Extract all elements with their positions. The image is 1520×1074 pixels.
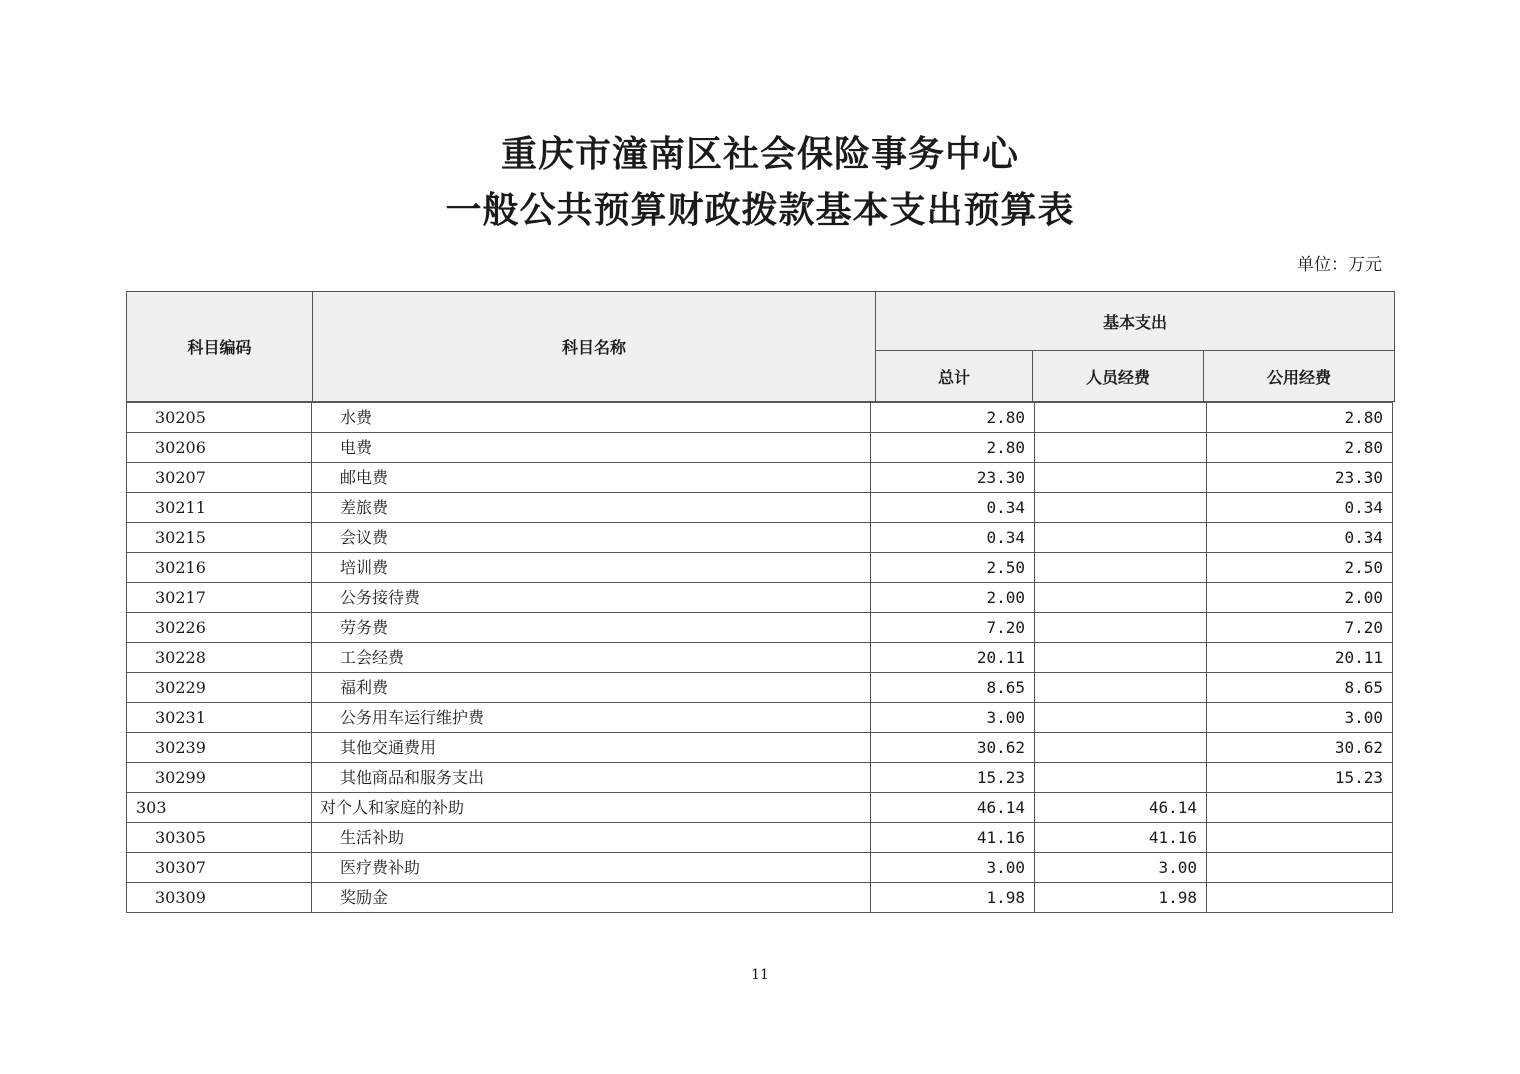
cell-public: 23.30 xyxy=(1207,463,1393,493)
cell-public: 30.62 xyxy=(1207,733,1393,763)
cell-code: 30239 xyxy=(127,733,312,763)
cell-name: 工会经费 xyxy=(312,643,871,673)
cell-public: 15.23 xyxy=(1207,763,1393,793)
cell-public: 2.00 xyxy=(1207,583,1393,613)
cell-code: 303 xyxy=(127,793,312,823)
header-personnel: 人员经费 xyxy=(1033,351,1204,402)
cell-name: 公务接待费 xyxy=(312,583,871,613)
cell-personnel: 46.14 xyxy=(1035,793,1207,823)
cell-total: 1.98 xyxy=(871,883,1035,913)
cell-code: 30228 xyxy=(127,643,312,673)
cell-personnel: 41.16 xyxy=(1035,823,1207,853)
page-title: 重庆市潼南区社会保险事务中心 xyxy=(500,133,1019,175)
header-basic-expenditure: 基本支出 xyxy=(876,292,1395,351)
cell-name: 奖励金 xyxy=(312,883,871,913)
header-public: 公用经费 xyxy=(1204,351,1395,402)
budget-table xyxy=(126,402,1393,913)
table-row xyxy=(127,613,1393,643)
cell-public: 8.65 xyxy=(1207,673,1393,703)
table-row xyxy=(127,553,1393,583)
cell-personnel: 1.98 xyxy=(1035,883,1207,913)
table-row xyxy=(127,703,1393,733)
cell-personnel xyxy=(1035,763,1207,793)
cell-name: 医疗费补助 xyxy=(312,853,871,883)
cell-public: 2.50 xyxy=(1207,553,1393,583)
cell-personnel xyxy=(1035,553,1207,583)
table-row xyxy=(127,523,1393,553)
cell-total: 46.14 xyxy=(871,793,1035,823)
cell-total: 7.20 xyxy=(871,613,1035,643)
cell-public: 0.34 xyxy=(1207,523,1393,553)
cell-name: 电费 xyxy=(312,433,871,463)
cell-personnel xyxy=(1035,583,1207,613)
cell-public xyxy=(1207,853,1393,883)
header-code: 科目编码 xyxy=(127,292,313,402)
cell-public: 7.20 xyxy=(1207,613,1393,643)
cell-name: 其他商品和服务支出 xyxy=(312,763,871,793)
header-name: 科目名称 xyxy=(313,292,876,402)
cell-personnel xyxy=(1035,433,1207,463)
cell-name: 差旅费 xyxy=(312,493,871,523)
cell-total: 2.00 xyxy=(871,583,1035,613)
cell-name: 福利费 xyxy=(312,673,871,703)
cell-total: 2.80 xyxy=(871,403,1035,433)
cell-total: 3.00 xyxy=(871,703,1035,733)
cell-code: 30215 xyxy=(127,523,312,553)
cell-code: 30229 xyxy=(127,673,312,703)
table-row xyxy=(127,463,1393,493)
cell-personnel xyxy=(1035,673,1207,703)
table-row xyxy=(127,433,1393,463)
cell-name: 会议费 xyxy=(312,523,871,553)
cell-public xyxy=(1207,793,1393,823)
cell-public xyxy=(1207,883,1393,913)
table-row xyxy=(127,403,1393,433)
cell-total: 30.62 xyxy=(871,733,1035,763)
cell-personnel xyxy=(1035,613,1207,643)
cell-total: 8.65 xyxy=(871,673,1035,703)
cell-personnel xyxy=(1035,523,1207,553)
header-total: 总计 xyxy=(876,351,1033,402)
cell-total: 0.34 xyxy=(871,523,1035,553)
cell-code: 30211 xyxy=(127,493,312,523)
cell-personnel xyxy=(1035,463,1207,493)
cell-name: 对个人和家庭的补助 xyxy=(312,793,871,823)
cell-name: 水费 xyxy=(312,403,871,433)
table-row xyxy=(127,583,1393,613)
cell-public: 20.11 xyxy=(1207,643,1393,673)
table-row xyxy=(127,493,1393,523)
cell-personnel xyxy=(1035,403,1207,433)
cell-code: 30205 xyxy=(127,403,312,433)
table-row xyxy=(127,673,1393,703)
cell-name: 劳务费 xyxy=(312,613,871,643)
cell-code: 30216 xyxy=(127,553,312,583)
cell-public: 3.00 xyxy=(1207,703,1393,733)
table-header xyxy=(126,291,1395,402)
table-row xyxy=(127,883,1393,913)
table-row xyxy=(127,643,1393,673)
cell-code: 30309 xyxy=(127,883,312,913)
cell-total: 23.30 xyxy=(871,463,1035,493)
cell-personnel xyxy=(1035,733,1207,763)
page-subtitle: 一般公共预算财政拨款基本支出预算表 xyxy=(445,189,1075,231)
cell-total: 2.80 xyxy=(871,433,1035,463)
cell-code: 30217 xyxy=(127,583,312,613)
cell-code: 30231 xyxy=(127,703,312,733)
cell-public: 2.80 xyxy=(1207,403,1393,433)
cell-name: 培训费 xyxy=(312,553,871,583)
cell-personnel xyxy=(1035,643,1207,673)
cell-code: 30307 xyxy=(127,853,312,883)
cell-name: 其他交通费用 xyxy=(312,733,871,763)
cell-code: 30207 xyxy=(127,463,312,493)
cell-name: 生活补助 xyxy=(312,823,871,853)
cell-total: 2.50 xyxy=(871,553,1035,583)
cell-public: 0.34 xyxy=(1207,493,1393,523)
cell-personnel xyxy=(1035,493,1207,523)
cell-code: 30305 xyxy=(127,823,312,853)
cell-public: 2.80 xyxy=(1207,433,1393,463)
table-row xyxy=(127,733,1393,763)
table-row xyxy=(127,823,1393,853)
cell-code: 30299 xyxy=(127,763,312,793)
table-row xyxy=(127,853,1393,883)
cell-code: 30206 xyxy=(127,433,312,463)
cell-total: 41.16 xyxy=(871,823,1035,853)
cell-public xyxy=(1207,823,1393,853)
cell-total: 3.00 xyxy=(871,853,1035,883)
cell-total: 20.11 xyxy=(871,643,1035,673)
page-number: 11 xyxy=(751,967,769,983)
cell-personnel: 3.00 xyxy=(1035,853,1207,883)
cell-total: 15.23 xyxy=(871,763,1035,793)
table-row xyxy=(127,763,1393,793)
unit-label: 单位：万元 xyxy=(1297,255,1382,275)
cell-name: 公务用车运行维护费 xyxy=(312,703,871,733)
table-row xyxy=(127,793,1393,823)
cell-name: 邮电费 xyxy=(312,463,871,493)
cell-total: 0.34 xyxy=(871,493,1035,523)
cell-personnel xyxy=(1035,703,1207,733)
cell-code: 30226 xyxy=(127,613,312,643)
